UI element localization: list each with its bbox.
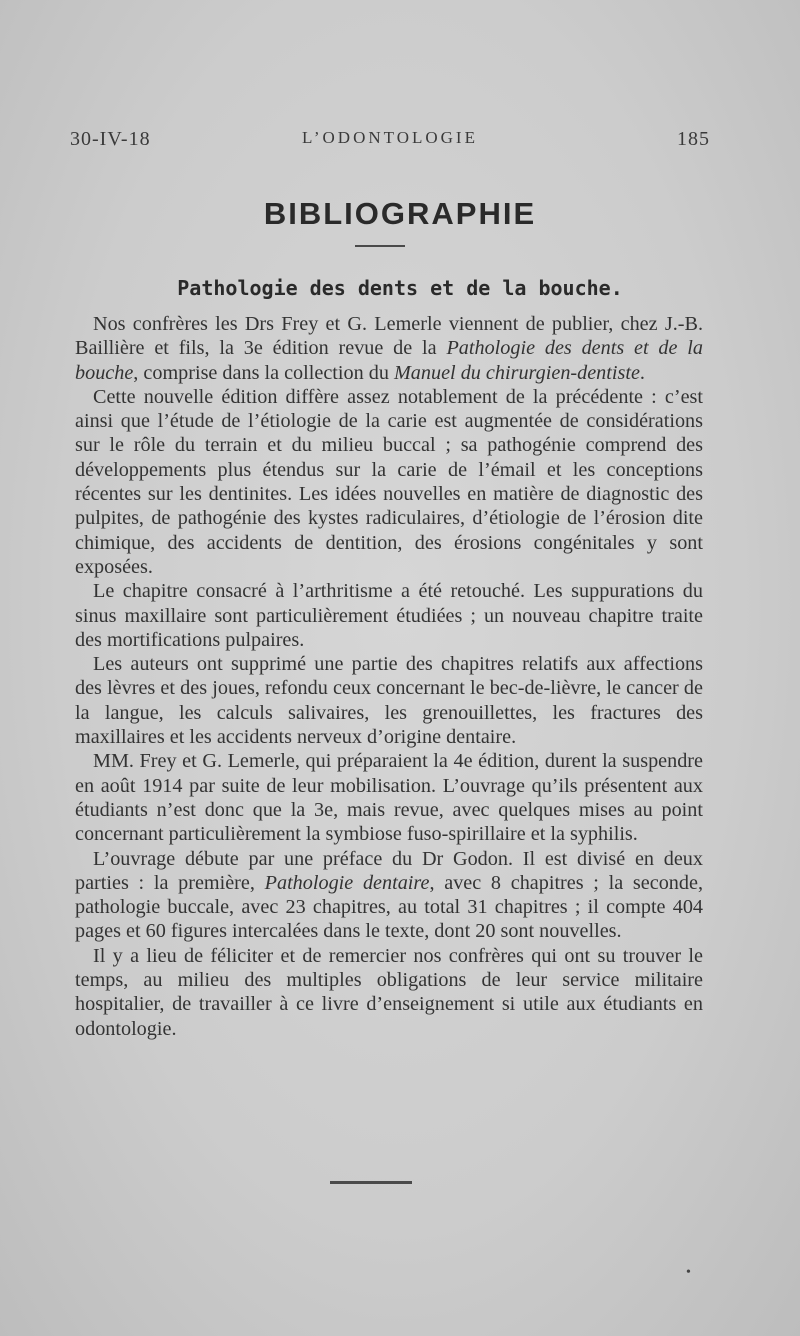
paragraph-7: Il y a lieu de féliciter et de remercier nos confrères qui ont su trouver le temps, au milieu des multiples obligations de leur service militaire hospitalier, de travailler à ce livre d’enseignement si utile aux étudiants en odontologie. — [75, 944, 703, 1040]
issue-date: 30-IV-18 — [70, 128, 151, 150]
journal-title: L’ODONTOLOGIE — [302, 128, 478, 147]
paragraph-4: Les auteurs ont supprimé une partie des chapitres relatifs aux affections des lèvres et des joues, refondu ceux concernant le bec-de-lièvre, le cancer de la langue, les calculs salivaires, les grenouillettes, les fractures des maxillaires et les accidents nerveux d’origine dentaire. — [75, 653, 703, 749]
paragraph-3: Le chapitre consacré à l’arthritisme a été retouché. Les suppurations du sinus maxillaire sont particulièrement étudiées ; un nouveau chapitre traite des mortifications pulpaires. — [75, 580, 703, 651]
title-divider — [355, 245, 405, 247]
article-subtitle: Pathologie des dents et de la bouche. — [177, 276, 623, 300]
section-title: BIBLIOGRAPHIE — [263, 196, 537, 231]
paragraph-5: MM. Frey et G. Lemerle, qui préparaient la 4e édition, durent la suspendre en août 1914 par suite de leur mobilisation. L’ouvrage qu’ils présentent aux étudiants n’est donc que la 3e, mais revue, avec quelques mises au point concernant particulièrement la symbiose fuso-spirillaire et la syphilis. — [75, 750, 703, 846]
paragraph-6: L’ouvrage débute par une préface du Dr Godon. Il est divisé en deux parties : la première, Pathologie dentaire, avec 8 chapitres ; la seconde, pathologie buccale, avec 23 chapitres, au total 31 chapitres ; il compte 404 pages et 60 figures intercalées dans le texte, dont 20 sont nouvelles. — [75, 847, 703, 943]
running-head — [70, 128, 710, 154]
page-number: 185 — [677, 128, 710, 150]
paragraph-1: Nos confrères les Drs Frey et G. Lemerle viennent de publier, chez J.-B. Baillière et fils, la 3e édition revue de la Pathologie des dents et de la bouche, comprise dans la collection du Manuel du chirurgien-dentiste. — [75, 313, 703, 384]
ink-speck: • — [686, 1265, 691, 1280]
article-body — [75, 312, 703, 1041]
end-divider — [330, 1181, 412, 1184]
paragraph-2: Cette nouvelle édition diffère assez notablement de la précédente : c’est ainsi que l’étude de l’étiologie de la carie est augmentée de considérations sur le rôle du terrain et du milieu buccal ; sa pathogénie comprend des développements plus étendus sur la carie de l’émail et les conceptions récentes sur les dentinites. Les idées nouvelles en matière de diagnostic des pulpites, de pathogénie des kystes radiculaires, d’étiologie de l’érosion dite chimique, des accidents de dentition, des érosions congénitales y sont exposées. — [75, 385, 703, 578]
